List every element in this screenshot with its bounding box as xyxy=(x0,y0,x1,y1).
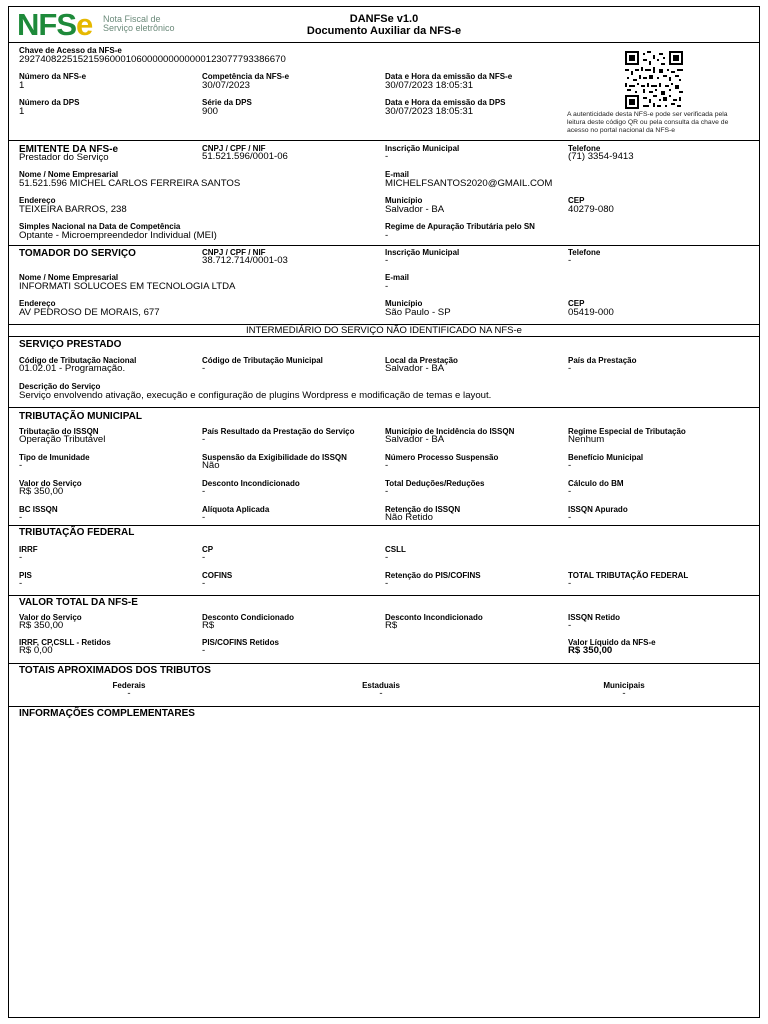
taker-address-value: AV PEDROSO DE MORAIS, 677 xyxy=(19,307,160,318)
municipal-tax-section xyxy=(9,408,759,526)
special-regime-value: Nenhum xyxy=(568,434,605,445)
mt-service-value-label: Valor do Serviço xyxy=(19,479,82,488)
document-header xyxy=(9,7,759,43)
competence-value: 30/07/2023 xyxy=(202,80,251,91)
taker-im-label: Inscrição Municipal xyxy=(385,248,460,257)
issuer-subheading: Prestador do Serviço xyxy=(19,152,109,163)
municipal-code-label: Código de Tributação Municipal xyxy=(202,356,323,365)
net-value: R$ 350,00 xyxy=(568,645,613,656)
state-approx-value: - xyxy=(379,688,383,699)
result-country-label: País Resultado da Prestação do Serviço xyxy=(202,427,355,436)
logo-subtitle-2: Serviço eletrônico xyxy=(103,23,175,33)
taker-name-label: Nome / Nome Empresarial xyxy=(19,273,119,282)
complementary-info-heading: INFORMAÇÕES COMPLEMENTARES xyxy=(19,708,195,719)
taker-section xyxy=(9,246,759,325)
net-value-label: Valor Líquido da NFS-e xyxy=(568,638,656,647)
nfse-number-value: 1 xyxy=(19,80,25,91)
federal-total-label: TOTAL TRIBUTAÇÃO FEDERAL xyxy=(568,571,689,580)
municipal-approx-label: Municipais xyxy=(603,681,645,690)
national-code-label: Código de Tributação Nacional xyxy=(19,356,137,365)
taker-cep-value: 05419-000 xyxy=(568,307,614,318)
pis-retention-label: Retenção do PIS/COFINS xyxy=(385,571,481,580)
cond-discount-value: R$ xyxy=(202,620,215,631)
taker-im-value: - xyxy=(385,255,389,266)
document-title: DANFSe v1.0 xyxy=(349,13,419,25)
municipal-benefit-value: - xyxy=(568,460,572,471)
irrf-label: IRRF xyxy=(19,545,38,554)
incidence-city-value: Salvador - BA xyxy=(385,434,445,445)
suspension-process-value: - xyxy=(385,460,389,471)
pis-withheld-label: PIS/COFINS Retidos xyxy=(202,638,279,647)
competence-label: Competência da NFS-e xyxy=(202,72,290,81)
cond-discount-label: Desconto Condicionado xyxy=(202,613,294,622)
federal-tax-heading: TRIBUTAÇÃO FEDERAL xyxy=(19,527,135,538)
municipal-approx-value: - xyxy=(622,688,626,699)
cp-label: CP xyxy=(202,545,214,554)
issqn-withheld-label: ISSQN Retido xyxy=(568,613,621,622)
logo-text-e: e xyxy=(76,7,93,42)
service-description-value: Serviço envolvendo ativação, execução e configuração de plugins Wordpress e modificação de temas e layout. xyxy=(19,390,492,401)
immunity-label: Tipo de Imunidade xyxy=(19,453,90,462)
immunity-value: - xyxy=(19,460,23,471)
mt-uncond-discount-value: - xyxy=(202,486,206,497)
taker-cep-label: CEP xyxy=(568,299,585,308)
municipal-tax-heading: TRIBUTAÇÃO MUNICIPAL xyxy=(19,411,142,422)
pis-withheld-value: - xyxy=(202,645,206,656)
state-approx-label: Estaduais xyxy=(362,681,400,690)
simples-value: Optante - Microempreendedor Individual (MEI) xyxy=(19,230,217,241)
access-key-value: 29274082251521596000106000000000000123077793386670 xyxy=(19,54,286,65)
bc-issqn-label: BC ISSQN xyxy=(19,505,58,514)
total-value-heading: VALOR TOTAL DA NFS-E xyxy=(19,597,138,608)
deductions-label: Total Deduções/Reduções xyxy=(385,479,485,488)
rate-label: Alíquota Aplicada xyxy=(202,505,270,514)
irrf-value: - xyxy=(19,552,23,563)
issqn-withheld-value: - xyxy=(568,620,572,631)
taker-city-value: São Paulo - SP xyxy=(385,307,451,318)
issqn-retention-value: Não Retido xyxy=(385,512,433,523)
danfse-document xyxy=(8,6,760,1018)
nfse-emission-label: Data e Hora da emissão da NFS-e xyxy=(385,72,513,81)
mt-uncond-discount-label: Desconto Incondicionado xyxy=(202,479,300,488)
bm-calc-label: Cálculo do BM xyxy=(568,479,624,488)
issuer-email-label: E-mail xyxy=(385,170,410,179)
issuer-cnpj-label: CNPJ / CPF / NIF xyxy=(202,144,266,153)
issuer-city-label: Município xyxy=(385,196,423,205)
simples-label: Simples Nacional na Data de Competência xyxy=(19,222,181,231)
pis-label: PIS xyxy=(19,571,32,580)
taker-cnpj-label: CNPJ / CPF / NIF xyxy=(202,248,266,257)
dps-emission-label: Data e Hora da emissão da DPS xyxy=(385,98,506,107)
issuer-city-value: Salvador - BA xyxy=(385,204,445,215)
taker-address-label: Endereço xyxy=(19,299,56,308)
cp-value: - xyxy=(202,552,206,563)
national-code-value: 01.02.01 - Programação. xyxy=(19,363,126,374)
taker-cnpj-value: 38.712.714/0001-03 xyxy=(202,255,288,266)
service-country-value: - xyxy=(568,363,572,374)
dps-emission-value: 30/07/2023 18:05:31 xyxy=(385,106,474,117)
incidence-city-label: Município de Incidência do ISSQN xyxy=(385,427,515,436)
issqn-assessed-label: ISSQN Apurado xyxy=(568,505,628,514)
dps-series-label: Série da DPS xyxy=(202,98,252,107)
intermediary-text: INTERMEDIÁRIO DO SERVIÇO NÃO IDENTIFICADO NA NFS-e xyxy=(246,325,522,336)
intermediary-section xyxy=(9,325,759,337)
cofins-value: - xyxy=(202,578,206,589)
suspension-label: Suspensão da Exigibilidade do ISSQN xyxy=(202,453,347,462)
issuer-heading: EMITENTE DA NFS-e xyxy=(19,144,119,155)
nfse-number-label: Número da NFS-e xyxy=(19,72,87,81)
deductions-value: - xyxy=(385,486,389,497)
csll-value: - xyxy=(385,552,389,563)
taker-email-label: E-mail xyxy=(385,273,410,282)
tv-service-value: R$ 350,00 xyxy=(19,620,64,631)
logo-text: NFS xyxy=(17,7,76,42)
dps-series-value: 900 xyxy=(202,106,219,117)
regime-sn-label: Regime de Apuração Tributária pelo SN xyxy=(385,222,535,231)
suspension-value: Não xyxy=(202,460,220,471)
service-description-label: Descrição do Serviço xyxy=(19,382,101,391)
issqn-taxation-value: Operação Tributável xyxy=(19,434,106,445)
issuer-name-value: 51.521.596 MICHEL CARLOS FERREIRA SANTOS xyxy=(19,178,241,189)
issuer-im-value: - xyxy=(385,151,389,162)
taker-phone-value: - xyxy=(568,255,572,266)
service-country-label: País da Prestação xyxy=(568,356,637,365)
uncond-discount-label: Desconto Incondicionado xyxy=(385,613,483,622)
federal-approx-label: Federais xyxy=(112,681,146,690)
mt-service-value: R$ 350,00 xyxy=(19,486,64,497)
document-subtitle: Documento Auxiliar da NFS-e xyxy=(306,25,462,37)
dps-number-label: Número da DPS xyxy=(19,98,80,107)
federal-tax-section xyxy=(9,526,759,596)
taker-heading: TOMADOR DO SERVIÇO xyxy=(19,248,136,259)
qr-code-icon xyxy=(625,51,683,109)
cofins-label: COFINS xyxy=(202,571,233,580)
issuer-cep-label: CEP xyxy=(568,196,585,205)
municipal-code-value: - xyxy=(202,363,206,374)
issuer-section xyxy=(9,141,759,246)
issuer-cnpj-value: 51.521.596/0001-06 xyxy=(202,151,288,162)
dps-number-value: 1 xyxy=(19,106,25,117)
issqn-taxation-label: Tributação do ISSQN xyxy=(19,427,99,436)
tv-service-value-label: Valor do Serviço xyxy=(19,613,82,622)
issuer-im-label: Inscrição Municipal xyxy=(385,144,460,153)
issuer-phone-value: (71) 3354-9413 xyxy=(568,151,634,162)
logo-subtitle-1: Nota Fiscal de xyxy=(103,14,161,24)
taker-name-value: INFORMATI SOLUCOES EM TECNOLOGIA LTDA xyxy=(19,281,236,292)
municipal-benefit-label: Benefício Municipal xyxy=(568,453,644,462)
issuer-address-label: Endereço xyxy=(19,196,56,205)
pis-value: - xyxy=(19,578,23,589)
qr-authenticity-note: A autenticidade desta NFS-e pode ser verificada pela leitura deste código QR ou pela consulta da chave de acesso no portal nacional da NFS-e xyxy=(567,111,729,134)
taker-email-value: - xyxy=(385,281,389,292)
bc-issqn-value: - xyxy=(19,512,23,523)
issqn-assessed-value: - xyxy=(568,512,572,523)
uncond-discount-value: R$ xyxy=(385,620,398,631)
issuer-address-value: TEIXEIRA BARROS, 238 xyxy=(19,204,127,215)
issuer-email-value: MICHELFSANTOS2020@GMAIL.COM xyxy=(385,178,553,189)
access-key-label: Chave de Acesso da NFS-e xyxy=(19,46,122,55)
csll-label: CSLL xyxy=(385,545,406,554)
regime-sn-value: - xyxy=(385,230,389,241)
service-heading: SERVIÇO PRESTADO xyxy=(19,339,122,350)
approx-taxes-heading: TOTAIS APROXIMADOS DOS TRIBUTOS xyxy=(19,665,211,676)
federal-total-value: - xyxy=(568,578,572,589)
federal-approx-value: - xyxy=(127,688,131,699)
irrf-withheld-label: IRRF, CP,CSLL - Retidos xyxy=(19,638,111,647)
total-value-section xyxy=(9,596,759,664)
approx-taxes-section xyxy=(9,664,759,707)
taker-city-label: Município xyxy=(385,299,423,308)
special-regime-label: Regime Especial de Tributação xyxy=(568,427,686,436)
bm-calc-value: - xyxy=(568,486,572,497)
irrf-withheld-value: R$ 0,00 xyxy=(19,645,53,656)
taker-phone-label: Telefone xyxy=(568,248,601,257)
service-section xyxy=(9,337,759,408)
issqn-retention-label: Retenção do ISSQN xyxy=(385,505,461,514)
service-place-label: Local da Prestação xyxy=(385,356,458,365)
result-country-value: - xyxy=(202,434,206,445)
service-place-value: Salvador - BA xyxy=(385,363,445,374)
suspension-process-label: Número Processo Suspensão xyxy=(385,453,499,462)
issuer-cep-value: 40279-080 xyxy=(568,204,614,215)
issuer-name-label: Nome / Nome Empresarial xyxy=(19,170,119,179)
nfse-emission-value: 30/07/2023 18:05:31 xyxy=(385,80,474,91)
rate-value: - xyxy=(202,512,206,523)
issuer-phone-label: Telefone xyxy=(568,144,601,153)
pis-retention-value: - xyxy=(385,578,389,589)
